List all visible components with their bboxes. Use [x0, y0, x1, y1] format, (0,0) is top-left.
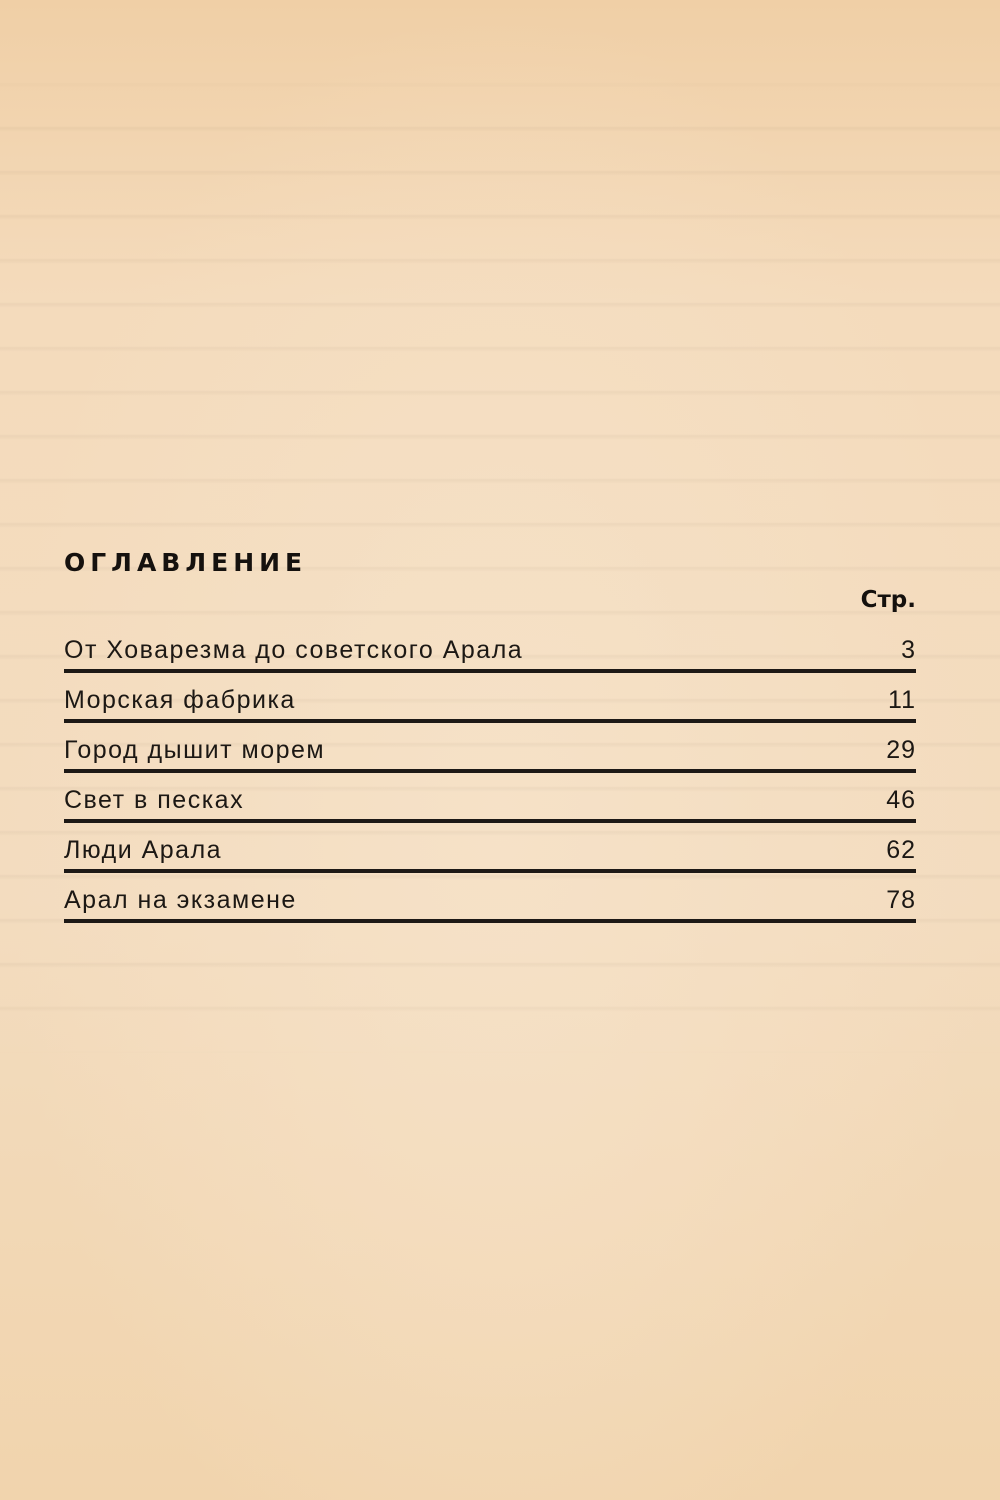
toc-entry: [64, 727, 916, 773]
toc-entry-title: Город дышит морем: [64, 736, 326, 764]
toc-entry: [64, 677, 916, 723]
toc-entry: [64, 627, 916, 673]
toc-entry-title: Арал на экзамене: [64, 886, 297, 914]
page-column-header: Стр.: [860, 587, 916, 613]
toc-heading: ОГЛАВЛЕНИЕ: [64, 548, 308, 577]
toc-entries: [64, 627, 916, 923]
toc-entry: [64, 777, 916, 823]
toc-entry-page: 3: [901, 636, 916, 664]
toc-entry-title: Морская фабрика: [64, 686, 296, 714]
table-of-contents: [64, 545, 916, 927]
toc-entry-title: Люди Арала: [64, 836, 223, 864]
toc-entry: [64, 877, 916, 923]
toc-entry-page: 11: [888, 686, 916, 714]
toc-entry: [64, 827, 916, 873]
toc-entry-page: 62: [886, 836, 916, 864]
toc-entry-page: 29: [886, 736, 916, 764]
toc-entry-title: Свет в песках: [64, 786, 245, 814]
toc-entry-title: От Ховарезма до советского Арала: [64, 636, 524, 664]
toc-entry-page: 78: [886, 886, 916, 914]
toc-entry-page: 46: [886, 786, 916, 814]
